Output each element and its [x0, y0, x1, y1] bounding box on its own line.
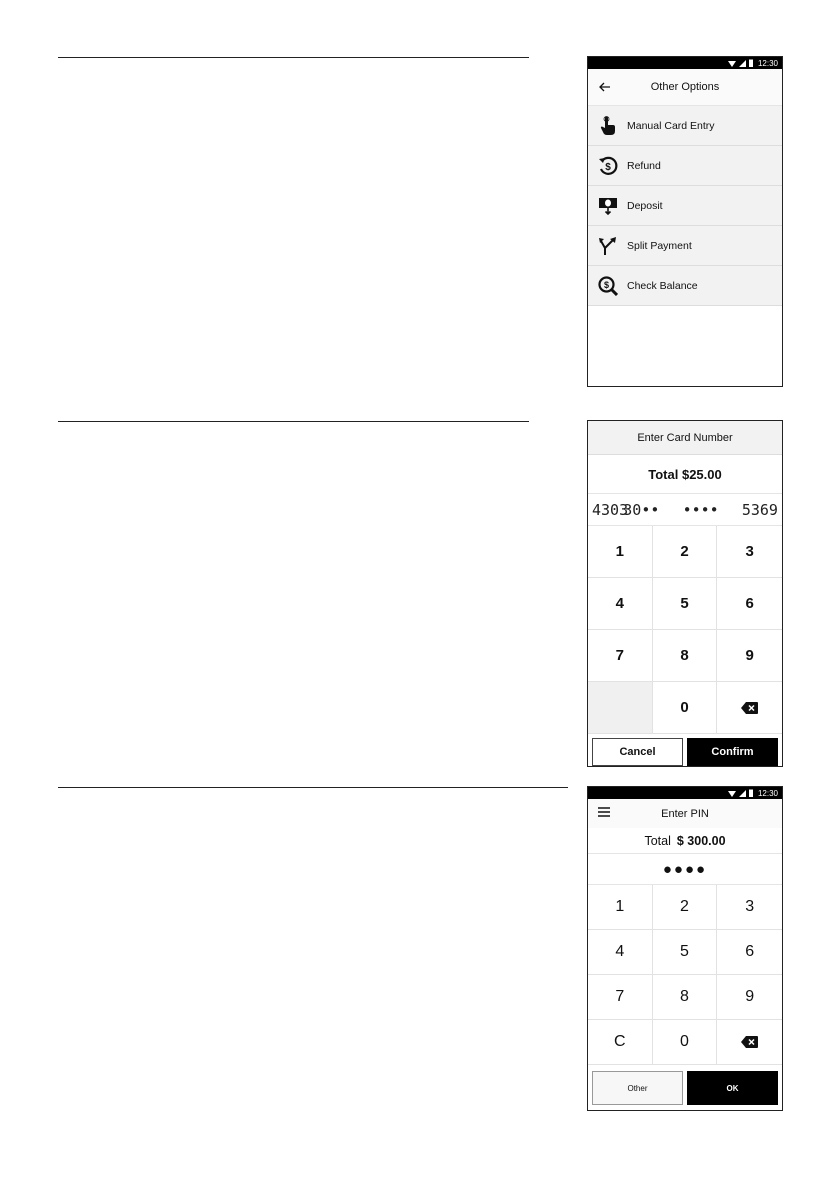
- status-time: 12:30: [757, 58, 778, 68]
- svg-text:$: $: [605, 161, 611, 173]
- pin-entry-screen: [587, 786, 783, 1111]
- key-9[interactable]: 9: [717, 975, 782, 1020]
- key-4[interactable]: 4: [588, 930, 653, 975]
- key-7[interactable]: 7: [588, 630, 653, 682]
- cancel-button[interactable]: Cancel: [592, 738, 683, 766]
- signal-icon: [739, 790, 746, 797]
- option-label: Refund: [627, 159, 661, 172]
- key-7[interactable]: 7: [588, 975, 653, 1020]
- hamburger-menu-icon[interactable]: [598, 807, 610, 817]
- svg-text:$: $: [603, 279, 610, 290]
- page-title: Enter Card Number: [588, 421, 782, 455]
- key-9[interactable]: 9: [717, 630, 782, 682]
- key-0[interactable]: 0: [653, 1020, 718, 1065]
- status-bar: [588, 57, 782, 69]
- option-split-payment[interactable]: [588, 226, 782, 266]
- clear-key[interactable]: C: [588, 1020, 653, 1065]
- key-6[interactable]: 6: [717, 578, 782, 630]
- option-refund[interactable]: [588, 146, 782, 186]
- key-5[interactable]: 5: [653, 578, 718, 630]
- key-2[interactable]: 2: [653, 526, 718, 578]
- total-amount: $ 300.00: [676, 833, 726, 848]
- total-amount: Total $25.00: [588, 455, 782, 494]
- key-blank: [588, 682, 653, 734]
- status-time: 12:30: [757, 788, 778, 798]
- backspace-key[interactable]: [717, 682, 782, 734]
- app-header: [588, 69, 782, 106]
- ok-button[interactable]: OK: [687, 1071, 778, 1105]
- status-bar: [588, 787, 782, 799]
- section-divider-1: [58, 57, 529, 58]
- key-3[interactable]: 3: [717, 885, 782, 930]
- option-manual-card-entry[interactable]: [588, 106, 782, 146]
- key-5[interactable]: 5: [653, 930, 718, 975]
- pin-keypad: [588, 885, 782, 1065]
- total-label: Total: [644, 833, 671, 848]
- hand-pointer-icon: [597, 115, 619, 137]
- backspace-icon: [741, 1036, 758, 1048]
- deposit-cash-icon: [597, 195, 619, 217]
- key-6[interactable]: 6: [717, 930, 782, 975]
- options-list: [588, 106, 782, 306]
- card-number-screen: [587, 420, 783, 767]
- section-divider-2: [58, 421, 529, 422]
- total-row: [588, 828, 782, 854]
- key-8[interactable]: 8: [653, 630, 718, 682]
- card-group-3: ••••: [682, 500, 719, 519]
- action-buttons: [588, 1065, 782, 1109]
- refund-dollar-icon: [597, 155, 619, 177]
- signal-icon: [739, 60, 746, 67]
- key-8[interactable]: 8: [653, 975, 718, 1020]
- key-2[interactable]: 2: [653, 885, 718, 930]
- page-title: Other Options: [650, 81, 720, 93]
- page-title: Enter PIN: [661, 807, 709, 820]
- action-buttons: [588, 734, 782, 767]
- wifi-icon: [728, 60, 736, 67]
- card-group-4: 5369: [741, 500, 778, 519]
- confirm-button[interactable]: Confirm: [687, 738, 778, 766]
- battery-icon: [749, 59, 753, 67]
- other-options-screen: [587, 56, 783, 387]
- section-divider-3: [58, 787, 568, 788]
- backspace-icon: [741, 702, 758, 714]
- balance-search-icon: [597, 275, 619, 297]
- back-arrow-icon[interactable]: [596, 78, 614, 96]
- pin-field[interactable]: ●●●●: [588, 854, 782, 885]
- option-check-balance[interactable]: [588, 266, 782, 306]
- backspace-key[interactable]: [717, 1020, 782, 1065]
- battery-icon: [749, 789, 753, 797]
- numeric-keypad: [588, 526, 782, 734]
- key-3[interactable]: 3: [717, 526, 782, 578]
- key-1[interactable]: 1: [588, 526, 653, 578]
- card-number-field[interactable]: [588, 494, 782, 526]
- option-deposit[interactable]: [588, 186, 782, 226]
- option-label: Deposit: [627, 199, 663, 212]
- card-group-2: 30••: [623, 500, 660, 519]
- card-group-1: 4303: [592, 500, 629, 519]
- app-header: [588, 799, 782, 828]
- option-label: Check Balance: [627, 279, 698, 292]
- key-4[interactable]: 4: [588, 578, 653, 630]
- split-arrows-icon: [597, 235, 619, 257]
- other-button[interactable]: Other: [592, 1071, 683, 1105]
- option-label: Split Payment: [627, 239, 692, 252]
- key-0[interactable]: 0: [653, 682, 718, 734]
- option-label: Manual Card Entry: [627, 119, 715, 132]
- key-1[interactable]: 1: [588, 885, 653, 930]
- wifi-icon: [728, 790, 736, 797]
